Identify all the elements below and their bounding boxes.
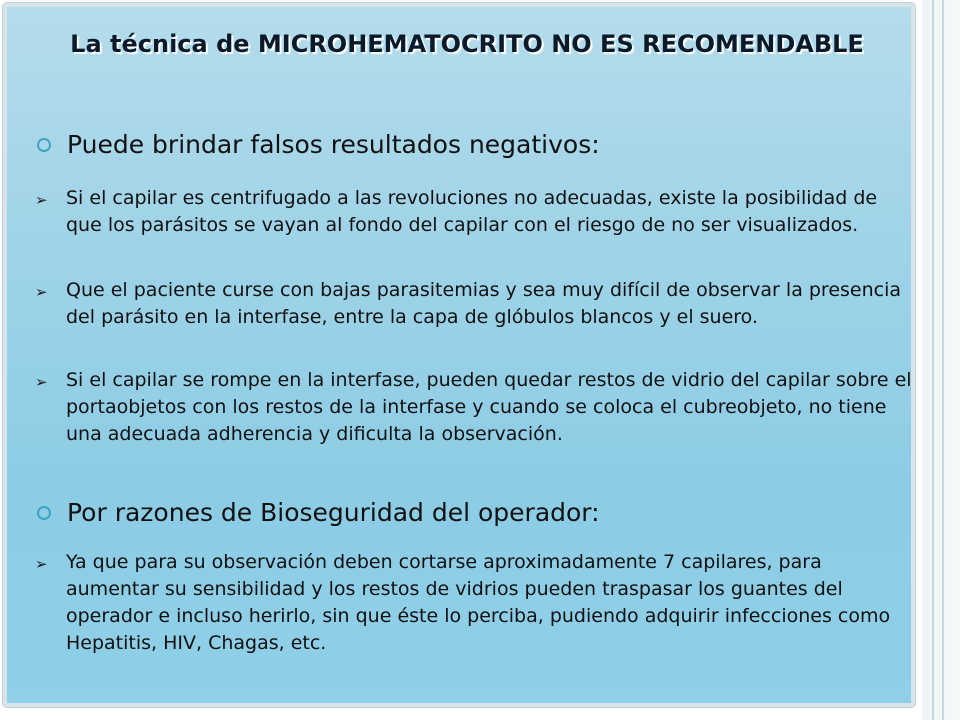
arrow-bullet-icon: ➢ — [35, 191, 48, 209]
slide-title: La técnica de MICROHEMATOCRITO NO ES RECOMENDABLE — [70, 30, 864, 58]
bullet-item — [35, 549, 915, 657]
bullet-text: Si el capilar es centrifugado a las revoluciones no adecuadas, existe la posibilidad de que los parásitos se vayan al fondo del capilar con el riesgo de no ser visualizados. — [66, 187, 878, 236]
circle-bullet-icon — [37, 138, 51, 152]
arrow-bullet-icon: ➢ — [35, 283, 48, 301]
side-line — [942, 0, 944, 720]
bullet-item — [35, 367, 915, 448]
arrow-bullet-icon: ➢ — [35, 555, 48, 573]
section-heading-false-negatives — [37, 129, 600, 161]
arrow-bullet-icon: ➢ — [35, 373, 48, 391]
section-heading-biosafety — [37, 497, 600, 529]
section-heading-text: Por razones de Bioseguridad del operador: — [67, 498, 600, 527]
bullet-item — [35, 185, 915, 239]
slide-content-box — [3, 3, 915, 707]
section-heading-text: Puede brindar falsos resultados negativos: — [67, 130, 600, 159]
circle-bullet-icon — [37, 506, 51, 520]
bullet-text: Si el capilar se rompe en la interfase, pueden quedar restos de vidrio del capilar sobre el portaobjetos con los restos de la interfase y cuando se coloca el cubreobjeto, no tiene una adecuada adherencia y dificulta la observación. — [66, 369, 912, 445]
side-line — [932, 0, 934, 720]
bullet-text: Ya que para su observación deben cortarse aproximadamente 7 capilares, para aumentar su sensibilidad y los restos de vidrios pueden traspasar los guantes del operador e incluso herirlo, sin que éste lo perciba, pudiendo adquirir infecciones como Hepatitis, HIV, Chagas, etc. — [66, 551, 891, 654]
bullet-text: Que el paciente curse con bajas parasitemias y sea muy difícil de observar la presencia del parásito en la interfase, entre la capa de glóbulos blancos y el suero. — [66, 279, 902, 328]
side-decoration — [922, 0, 960, 720]
bullet-item — [35, 277, 915, 331]
